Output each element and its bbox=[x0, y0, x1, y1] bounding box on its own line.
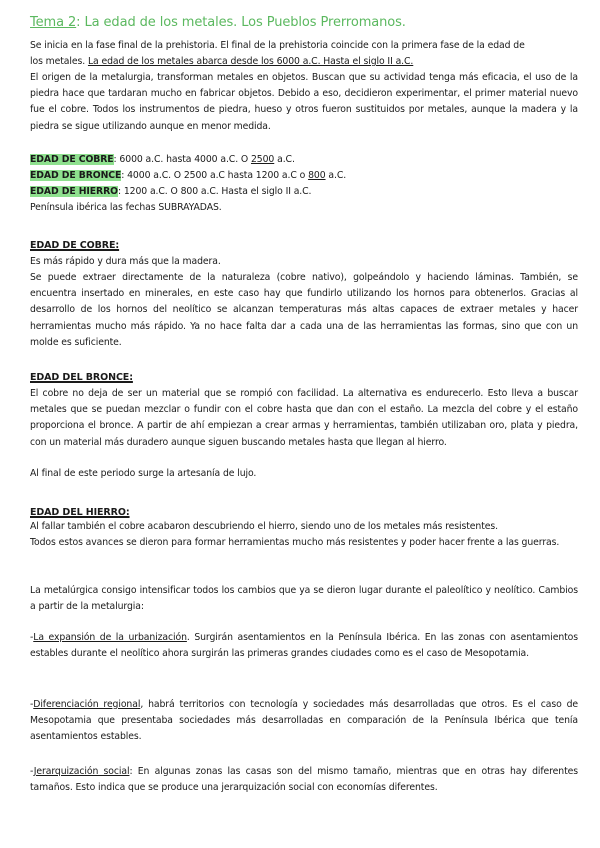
timeline-bronce-label: EDAD DE BRONCE bbox=[30, 170, 122, 181]
intro-paragraph-2: El origen de la metalurgia, transforman metales en objetos. Buscan que su actividad tenga más eficacia, el uso de la piedra hace que tardaran mucho en fabricar objetos. Debido a eso, decidieron experimentar, el primer material nuevo fue el cobre. Todos los instrumentos de piedra, hueso y otros fueron sustituidos por metales, aunque la madera y la piedra se sigue utilizando aunque en menor medida. bbox=[30, 72, 578, 132]
change-text-regional: , habrá territorios con tecnología y sociedades más desarrolladas que otros. Es el caso de Mesopotamia que presentaba sociedades más desarrolladas en comparación de la Península Ibérica que tenía asentamientos estables. bbox=[30, 699, 579, 743]
change-label-social: Jerarquización social bbox=[33, 766, 130, 777]
timeline-cobre-label: EDAD DE COBRE bbox=[30, 154, 114, 165]
change-text-urbanization: . Surgirán asentamientos en la Península Ibérica. En las zonas con asentamientos estables durante el neolítico ahora surgirán las primeras grandes ciudades como es el caso de Mesopotamia. bbox=[30, 632, 578, 660]
title-rest: : La edad de los metales. Los Pueblos Prerromanos. bbox=[76, 15, 406, 30]
intro-line-1: Se inicia en la fase final de la prehistoria. El final de la prehistoria coincide con la primera fase de la edad de bbox=[30, 40, 525, 51]
section-heading-cobre: EDAD DE COBRE: bbox=[30, 240, 120, 251]
timeline-bronce bbox=[30, 168, 578, 184]
cobre-line-1: Es más rápido y dura más que la madera. bbox=[30, 256, 221, 267]
section-heading-bronce: EDAD DEL BRONCE: bbox=[30, 372, 133, 383]
bronce-paragraph: El cobre no deja de ser un material que se rompió con facilidad. La alternativa es endurecerlo. Esto lleva a buscar metales que se puedan mezclar o fundir con el cobre hasta que dan con el estaño. La mezcla del cobre y el estaño proporciona el bronce. A partir de ahí empiezan a crear armas y herramientas, también utilizaban oro, plata y piedra, con un material más duradero aunque siguen buscando metales hasta que llegan al hierro. bbox=[30, 388, 578, 448]
change-text-social: : En algunas zonas las casas son del mismo tamaño, mientras que en otras hay diferentes tamaños. Esto indica que se produce una jerarquización social con economías diferentes. bbox=[30, 766, 578, 794]
change-label-regional: Diferenciación regional bbox=[33, 699, 141, 710]
cobre-paragraph: Se puede extraer directamente de la naturaleza (cobre nativo), golpeándolo y haciendo láminas. También, se encuentra insertado en minerales, en este caso hay que fundirlo utilizando los hornos para obtenerlos. Gracias al desarrollo de los hornos del neolítico se alcanzan temperaturas más altas capaces de extraer metales y hacer herramientas mucho más rápido. Ya no hace falta dar a cada una de las herramientas las formas, sino que con un molde es suficiente. bbox=[30, 272, 578, 348]
timeline-bronce-a: : 4000 a.C. O 2500 a.C hasta 1200 a.C o bbox=[121, 170, 309, 181]
timeline-hierro-text: : 1200 a.C. O 800 a.C. Hasta el siglo II a.C. bbox=[117, 186, 312, 197]
change-item-social: -Jerarquización social: En algunas zonas las casas son del mismo tamaño, mientras que en otras hay diferentes tamaños. Esto indica que se produce una jerarquización social con economías diferentes. bbox=[30, 766, 578, 794]
timeline-cobre-u: 2500 bbox=[250, 154, 275, 165]
change-label-urbanization: La expansión de la urbanización bbox=[33, 632, 187, 643]
timeline-cobre-b: a.C. bbox=[274, 154, 295, 165]
timeline-hierro-label: EDAD DE HIERRO bbox=[30, 186, 118, 197]
intro-line-2 bbox=[30, 54, 578, 70]
timeline-hierro bbox=[30, 184, 578, 200]
hierro-line-1: Al fallar también el cobre acabaron descubriendo el hierro, siendo uno de los metales más resistentes. bbox=[30, 521, 498, 532]
hierro-paragraph-2: La metalúrgica consigo intensificar todos los cambios que ya se dieron lugar durante el paleolítico y neolítico. Cambios a partir de la metalurgia: bbox=[30, 585, 578, 613]
title-prefix: Tema 2 bbox=[30, 15, 77, 30]
bronce-line-2: Al final de este periodo surge la artesanía de lujo. bbox=[30, 468, 257, 479]
metal-age-span: La edad de los metales abarca desde los 6000 a.C. Hasta el siglo II a.C. bbox=[87, 56, 414, 67]
timeline-bronce-u: 800 bbox=[308, 170, 326, 181]
timeline-cobre bbox=[30, 152, 578, 168]
section-heading-hierro: EDAD DEL HIERRO: bbox=[30, 507, 130, 518]
page-title bbox=[30, 13, 578, 33]
hierro-paragraph: Todos estos avances se dieron para formar herramientas mucho más resistentes y poder hacer frente a las guerras. bbox=[30, 537, 560, 548]
change-item-urbanization: -La expansión de la urbanización. Surgirán asentamientos en la Península Ibérica. En las zonas con asentamientos estables durante el neolítico ahora surgirán las primeras grandes ciudades como es el caso de Mesopotamia. bbox=[30, 632, 578, 660]
timeline-bronce-b: a.C. bbox=[325, 170, 347, 181]
change-item-regional: -Diferenciación regional, habrá territorios con tecnología y sociedades más desarrolladas que otros. Es el caso de Mesopotamia que presentaba sociedades más desarrolladas en comparación de la Península Ibérica que tenía asentamientos estables. bbox=[30, 699, 579, 743]
timeline-note: Península ibérica las fechas SUBRAYADAS. bbox=[30, 202, 222, 213]
intro-line-2-start: los metales. bbox=[30, 56, 88, 67]
timeline-cobre-a: : 6000 a.C. hasta 4000 a.C. O bbox=[113, 154, 251, 165]
